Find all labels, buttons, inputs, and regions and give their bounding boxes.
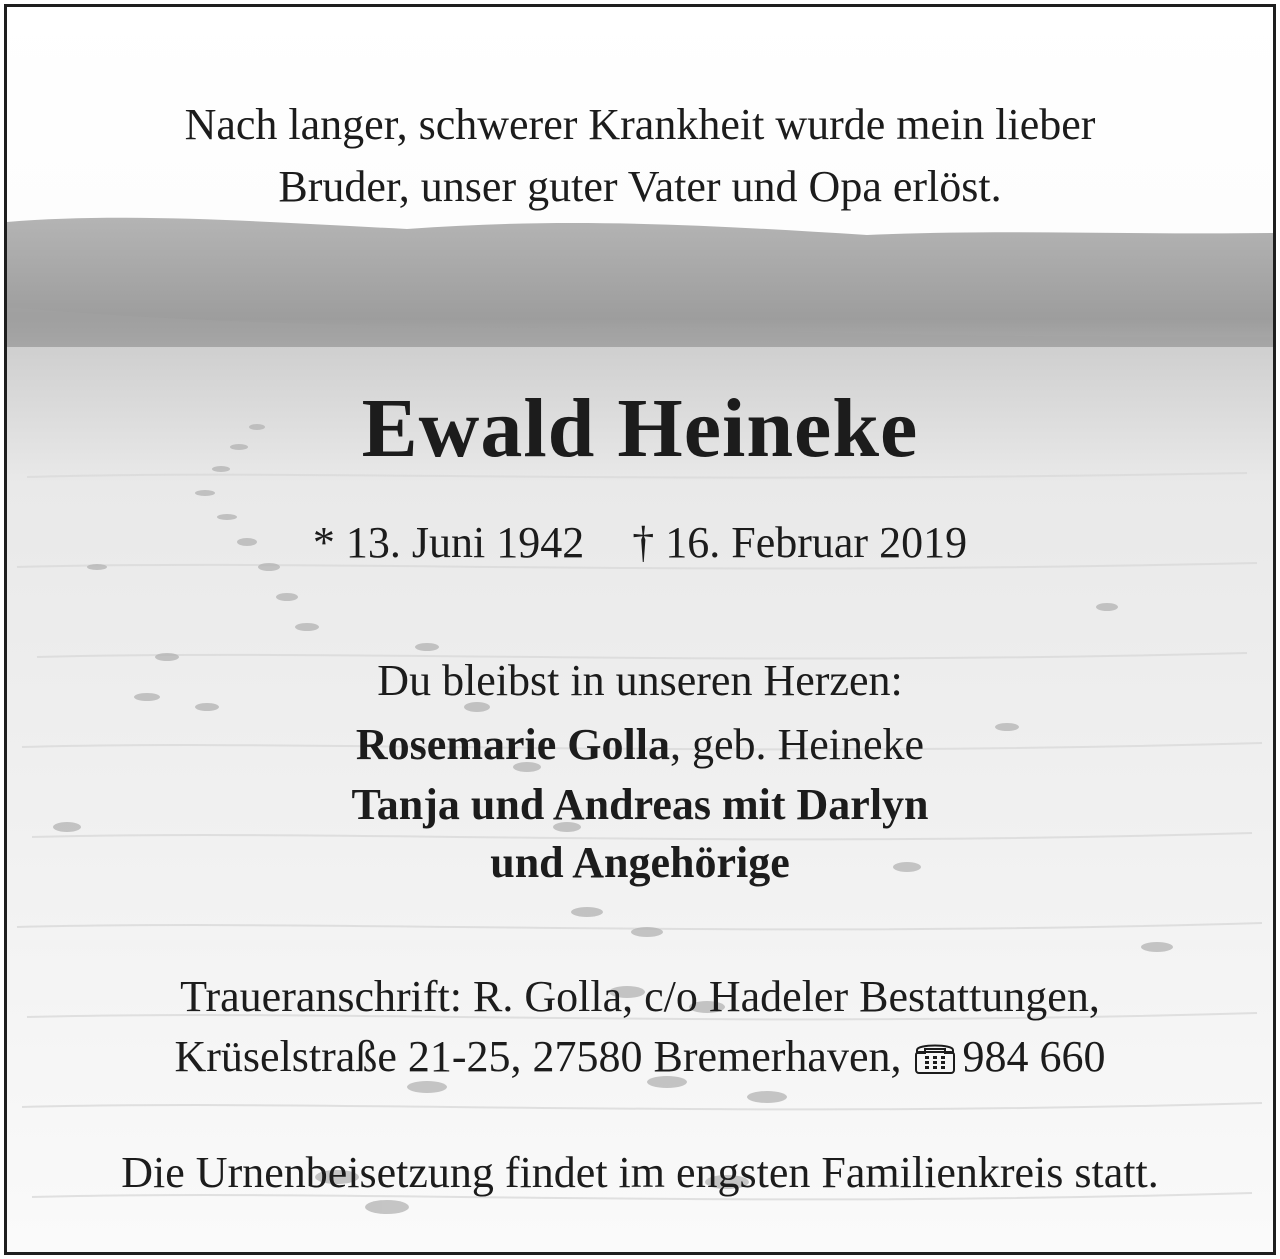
intro-line-1: Nach langer, schwerer Krankheit wurde mein lieber — [184, 100, 1096, 149]
phone-number: 984 660 — [962, 1032, 1106, 1081]
obituary-frame — [4, 4, 1276, 1255]
burial-note: Die Urnenbeisetzung findet im engsten Familienkreis statt. — [121, 1148, 1159, 1197]
mourning-address-line-2 — [7, 1027, 1273, 1087]
mourner-line-2: Tanja und Andreas mit Darlyn — [351, 780, 929, 829]
farewell-line: Du bleibst in unseren Herzen: — [377, 656, 903, 705]
mourner-maiden-name: , geb. Heineke — [669, 720, 925, 769]
mourner-line-3: und Angehörige — [490, 838, 790, 887]
telephone-icon — [913, 1041, 957, 1075]
intro-line-2: Bruder, unser guter Vater und Opa erlöst. — [278, 162, 1002, 211]
life-dates — [7, 513, 1273, 573]
mourner-name: Rosemarie Golla — [355, 720, 670, 769]
mourner-line-1 — [7, 715, 1273, 775]
death-date: † 16. Februar 2019 — [632, 518, 968, 567]
deceased-name: Ewald Heineke — [361, 382, 919, 475]
mourning-address-line-1: Traueranschrift: R. Golla, c/o Hadeler Bestattungen, — [180, 972, 1100, 1021]
street-address: Krüselstraße 21-25, 27580 Bremerhaven, — [174, 1032, 902, 1081]
birth-date: * 13. Juni 1942 — [312, 518, 585, 567]
